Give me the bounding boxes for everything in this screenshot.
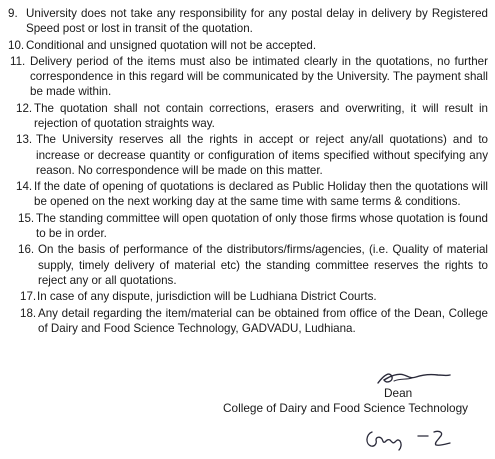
term-number: 11. — [10, 54, 26, 68]
term-text: Conditional and unsigned quotation will not be accepted. — [26, 38, 317, 52]
term-number: 18. — [20, 306, 37, 320]
term-text: On the basis of performance of the distributors/firms/agencies, (i.e. Quality of material supply, timely delivery of material etc) the standing committee reserves the rights to reject any or all quotations. — [38, 243, 488, 287]
term-item-14 — [16, 179, 488, 209]
term-number: 13. — [16, 133, 33, 147]
term-text: Delivery period of the items must also be intimated clearly in the quotations, no further correspondence in this regard will be communicated by the University. The payment shall be made within. — [30, 54, 488, 99]
term-text: University does not take any responsibility for any postal delay in delivery by Registered Speed post or lost in transit of the quotation. — [26, 7, 488, 36]
college-name: College of Dairy and Food Science Technology — [223, 401, 469, 415]
term-number: 17. — [20, 290, 37, 304]
term-text: The quotation shall not contain corrections, erasers and overwriting, it will result in rejection of quotation straights way. — [34, 101, 488, 130]
term-item-12 — [16, 101, 488, 131]
term-item-15 — [18, 211, 488, 241]
dean-signature-image — [374, 366, 454, 388]
term-number: 14. — [16, 180, 33, 194]
term-text: In case of any dispute, jurisdiction will be Ludhiana District Courts. — [37, 290, 377, 304]
term-item-16 — [18, 242, 488, 288]
term-item-10 — [8, 38, 488, 53]
term-text: The University reserves all the rights in accept or reject any/all quotations) and to increase or decrease quantity or configuration of items specified without specifying any reason. No correspondence will be made on this matter. — [36, 133, 488, 177]
term-number: 12. — [16, 101, 33, 115]
term-item-17 — [20, 289, 488, 304]
term-number: 16. — [18, 243, 35, 257]
term-text: The standing committee will open quotation of only those firms whose quotation is found to be in order. — [36, 211, 488, 240]
initials-signature-image — [362, 424, 454, 452]
term-item-9 — [8, 6, 488, 36]
term-item-13 — [16, 132, 488, 178]
term-text: Any detail regarding the item/material can be obtained from office of the Dean, College of Dairy and Food Science Technology, GADVADU, Ludhiana. — [38, 306, 488, 335]
term-item-11 — [10, 54, 488, 100]
term-number: 10. — [8, 38, 25, 52]
term-number: 15. — [18, 211, 35, 225]
term-item-18 — [20, 306, 488, 336]
dean-title: Dean — [384, 386, 413, 400]
term-number: 9. — [8, 7, 18, 20]
terms-list — [8, 6, 488, 337]
term-text: If the date of opening of quotations is declared as Public Holiday then the quotations will be opened on the next working day at the same time with same terms & conditions. — [34, 180, 488, 209]
